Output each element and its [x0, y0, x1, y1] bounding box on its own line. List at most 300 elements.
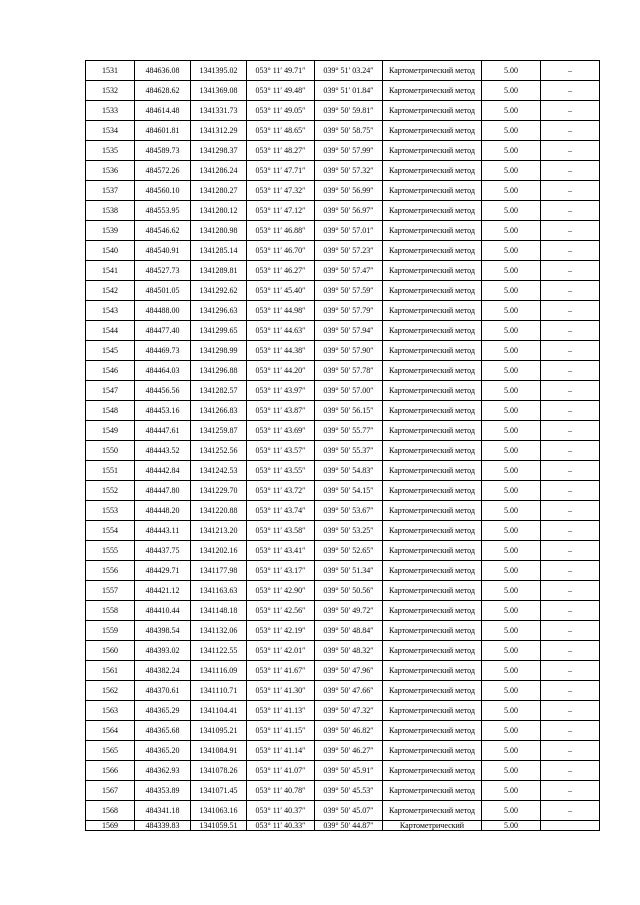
table-row	[86, 761, 600, 781]
note-cell: –	[541, 541, 600, 561]
point-number-cell: 1568	[86, 801, 135, 821]
y-coordinate-cell: 1341395.02	[191, 61, 247, 81]
method-cell: Картометрический метод	[383, 81, 482, 101]
method-cell: Картометрический метод	[383, 381, 482, 401]
method-cell: Картометрический метод	[383, 421, 482, 441]
point-number-cell: 1555	[86, 541, 135, 561]
y-coordinate-cell: 1341095.21	[191, 721, 247, 741]
point-number-cell: 1563	[86, 701, 135, 721]
longitude-cell: 039° 50′ 57.78″	[315, 361, 383, 381]
table-row	[86, 481, 600, 501]
accuracy-cell: 5.00	[482, 301, 541, 321]
longitude-cell: 039° 51′ 03.24″	[315, 61, 383, 81]
note-cell: –	[541, 461, 600, 481]
x-coordinate-cell: 484437.75	[135, 541, 191, 561]
note-cell: –	[541, 561, 600, 581]
note-cell: –	[541, 161, 600, 181]
accuracy-cell: 5.00	[482, 341, 541, 361]
accuracy-cell: 5.00	[482, 621, 541, 641]
x-coordinate-cell: 484365.20	[135, 741, 191, 761]
x-coordinate-cell: 484353.89	[135, 781, 191, 801]
point-number-cell: 1532	[86, 81, 135, 101]
point-number-cell: 1561	[86, 661, 135, 681]
latitude-cell: 053° 11′ 43.55″	[247, 461, 315, 481]
table-row	[86, 381, 600, 401]
table-body	[86, 61, 600, 831]
longitude-cell: 039° 50′ 57.23″	[315, 241, 383, 261]
longitude-cell: 039° 50′ 56.97″	[315, 201, 383, 221]
y-coordinate-cell: 1341229.70	[191, 481, 247, 501]
method-cell: Картометрический метод	[383, 181, 482, 201]
table-row	[86, 141, 600, 161]
accuracy-cell: 5.00	[482, 321, 541, 341]
table-row	[86, 321, 600, 341]
longitude-cell: 039° 50′ 57.99″	[315, 141, 383, 161]
latitude-cell: 053° 11′ 43.58″	[247, 521, 315, 541]
latitude-cell: 053° 11′ 49.05″	[247, 101, 315, 121]
longitude-cell: 039° 50′ 57.01″	[315, 221, 383, 241]
table-row	[86, 721, 600, 741]
y-coordinate-cell: 1341280.98	[191, 221, 247, 241]
table-row	[86, 361, 600, 381]
latitude-cell: 053° 11′ 43.87″	[247, 401, 315, 421]
x-coordinate-cell: 484553.95	[135, 201, 191, 221]
note-cell: –	[541, 401, 600, 421]
point-number-cell: 1540	[86, 241, 135, 261]
x-coordinate-cell: 484370.61	[135, 681, 191, 701]
latitude-cell: 053° 11′ 43.97″	[247, 381, 315, 401]
latitude-cell: 053° 11′ 49.71″	[247, 61, 315, 81]
point-number-cell: 1558	[86, 601, 135, 621]
x-coordinate-cell: 484443.52	[135, 441, 191, 461]
x-coordinate-cell: 484341.18	[135, 801, 191, 821]
longitude-cell: 039° 50′ 53.25″	[315, 521, 383, 541]
longitude-cell: 039° 50′ 49.72″	[315, 601, 383, 621]
accuracy-cell: 5.00	[482, 601, 541, 621]
x-coordinate-cell: 484421.12	[135, 581, 191, 601]
note-cell: –	[541, 781, 600, 801]
table-row	[86, 741, 600, 761]
longitude-cell: 039° 50′ 54.83″	[315, 461, 383, 481]
table-row	[86, 421, 600, 441]
method-cell: Картометрический метод	[383, 61, 482, 81]
point-number-cell: 1556	[86, 561, 135, 581]
table-row	[86, 781, 600, 801]
note-cell: –	[541, 81, 600, 101]
table-row	[86, 221, 600, 241]
table-row	[86, 181, 600, 201]
point-number-cell: 1559	[86, 621, 135, 641]
longitude-cell: 039° 50′ 55.37″	[315, 441, 383, 461]
latitude-cell: 053° 11′ 42.19″	[247, 621, 315, 641]
x-coordinate-cell: 484636.08	[135, 61, 191, 81]
y-coordinate-cell: 1341220.88	[191, 501, 247, 521]
x-coordinate-cell: 484393.02	[135, 641, 191, 661]
method-cell: Картометрический метод	[383, 461, 482, 481]
method-cell: Картометрический метод	[383, 801, 482, 821]
y-coordinate-cell: 1341285.14	[191, 241, 247, 261]
x-coordinate-cell: 484540.91	[135, 241, 191, 261]
method-cell: Картометрический метод	[383, 321, 482, 341]
y-coordinate-cell: 1341280.12	[191, 201, 247, 221]
note-cell: –	[541, 501, 600, 521]
y-coordinate-cell: 1341104.41	[191, 701, 247, 721]
y-coordinate-cell: 1341084.91	[191, 741, 247, 761]
latitude-cell: 053° 11′ 47.71″	[247, 161, 315, 181]
point-number-cell: 1539	[86, 221, 135, 241]
y-coordinate-cell: 1341282.57	[191, 381, 247, 401]
table-row	[86, 701, 600, 721]
x-coordinate-cell: 484410.44	[135, 601, 191, 621]
table-row	[86, 561, 600, 581]
longitude-cell: 039° 50′ 46.82″	[315, 721, 383, 741]
table-row	[86, 261, 600, 281]
latitude-cell: 053° 11′ 45.40″	[247, 281, 315, 301]
table-row	[86, 281, 600, 301]
y-coordinate-cell: 1341063.16	[191, 801, 247, 821]
note-cell: –	[541, 181, 600, 201]
longitude-cell: 039° 50′ 46.27″	[315, 741, 383, 761]
x-coordinate-cell: 484572.26	[135, 161, 191, 181]
note-cell: –	[541, 61, 600, 81]
point-number-cell: 1545	[86, 341, 135, 361]
latitude-cell: 053° 11′ 44.38″	[247, 341, 315, 361]
longitude-cell: 039° 50′ 57.32″	[315, 161, 383, 181]
method-cell: Картометрический метод	[383, 301, 482, 321]
table-row	[86, 81, 600, 101]
longitude-cell: 039° 50′ 58.75″	[315, 121, 383, 141]
latitude-cell: 053° 11′ 40.78″	[247, 781, 315, 801]
longitude-cell: 039° 50′ 57.79″	[315, 301, 383, 321]
point-number-cell: 1554	[86, 521, 135, 541]
x-coordinate-cell: 484488.00	[135, 301, 191, 321]
latitude-cell: 053° 11′ 44.98″	[247, 301, 315, 321]
accuracy-cell: 5.00	[482, 421, 541, 441]
x-coordinate-cell: 484382.24	[135, 661, 191, 681]
longitude-cell: 039° 50′ 47.96″	[315, 661, 383, 681]
note-cell: –	[541, 221, 600, 241]
latitude-cell: 053° 11′ 41.15″	[247, 721, 315, 741]
latitude-cell: 053° 11′ 43.72″	[247, 481, 315, 501]
latitude-cell: 053° 11′ 42.56″	[247, 601, 315, 621]
longitude-cell: 039° 50′ 47.66″	[315, 681, 383, 701]
method-cell: Картометрический метод	[383, 741, 482, 761]
note-cell: –	[541, 421, 600, 441]
y-coordinate-cell: 1341298.99	[191, 341, 247, 361]
y-coordinate-cell: 1341202.16	[191, 541, 247, 561]
latitude-cell: 053° 11′ 43.41″	[247, 541, 315, 561]
x-coordinate-cell: 484527.73	[135, 261, 191, 281]
x-coordinate-cell: 484365.29	[135, 701, 191, 721]
note-cell: –	[541, 641, 600, 661]
table-row	[86, 521, 600, 541]
note-cell: –	[541, 521, 600, 541]
table-row	[86, 441, 600, 461]
note-cell: –	[541, 321, 600, 341]
point-number-cell: 1551	[86, 461, 135, 481]
latitude-cell: 053° 11′ 43.17″	[247, 561, 315, 581]
y-coordinate-cell: 1341110.71	[191, 681, 247, 701]
latitude-cell: 053° 11′ 48.65″	[247, 121, 315, 141]
longitude-cell: 039° 50′ 56.15″	[315, 401, 383, 421]
accuracy-cell: 5.00	[482, 181, 541, 201]
table-row	[86, 661, 600, 681]
x-coordinate-cell: 484560.10	[135, 181, 191, 201]
y-coordinate-cell: 1341280.27	[191, 181, 247, 201]
latitude-cell: 053° 11′ 40.33″	[247, 821, 315, 831]
accuracy-cell: 5.00	[482, 781, 541, 801]
table-row	[86, 801, 600, 821]
longitude-cell: 039° 50′ 48.32″	[315, 641, 383, 661]
point-number-cell: 1565	[86, 741, 135, 761]
x-coordinate-cell: 484477.40	[135, 321, 191, 341]
accuracy-cell: 5.00	[482, 541, 541, 561]
longitude-cell: 039° 51′ 01.84″	[315, 81, 383, 101]
method-cell: Картометрический метод	[383, 761, 482, 781]
longitude-cell: 039° 50′ 45.07″	[315, 801, 383, 821]
method-cell: Картометрический метод	[383, 661, 482, 681]
accuracy-cell: 5.00	[482, 681, 541, 701]
accuracy-cell: 5.00	[482, 281, 541, 301]
x-coordinate-cell: 484546.62	[135, 221, 191, 241]
latitude-cell: 053° 11′ 44.63″	[247, 321, 315, 341]
longitude-cell: 039° 50′ 50.56″	[315, 581, 383, 601]
latitude-cell: 053° 11′ 49.48″	[247, 81, 315, 101]
note-cell: –	[541, 121, 600, 141]
latitude-cell: 053° 11′ 43.69″	[247, 421, 315, 441]
table-row	[86, 401, 600, 421]
note-cell: –	[541, 481, 600, 501]
note-cell: –	[541, 441, 600, 461]
point-number-cell: 1569	[86, 821, 135, 831]
accuracy-cell: 5.00	[482, 121, 541, 141]
note-cell: –	[541, 261, 600, 281]
table-row	[86, 201, 600, 221]
y-coordinate-cell: 1341078.26	[191, 761, 247, 781]
table-row	[86, 621, 600, 641]
x-coordinate-cell: 484469.73	[135, 341, 191, 361]
point-number-cell: 1538	[86, 201, 135, 221]
longitude-cell: 039° 50′ 48.84″	[315, 621, 383, 641]
method-cell: Картометрический метод	[383, 721, 482, 741]
accuracy-cell: 5.00	[482, 721, 541, 741]
y-coordinate-cell: 1341252.56	[191, 441, 247, 461]
note-cell: –	[541, 661, 600, 681]
point-number-cell: 1567	[86, 781, 135, 801]
point-number-cell: 1543	[86, 301, 135, 321]
point-number-cell: 1546	[86, 361, 135, 381]
latitude-cell: 053° 11′ 46.27″	[247, 261, 315, 281]
x-coordinate-cell: 484443.11	[135, 521, 191, 541]
latitude-cell: 053° 11′ 46.70″	[247, 241, 315, 261]
x-coordinate-cell: 484447.61	[135, 421, 191, 441]
y-coordinate-cell: 1341266.83	[191, 401, 247, 421]
note-cell: –	[541, 701, 600, 721]
accuracy-cell: 5.00	[482, 201, 541, 221]
note-cell: –	[541, 361, 600, 381]
longitude-cell: 039° 50′ 52.65″	[315, 541, 383, 561]
note-cell: –	[541, 101, 600, 121]
method-cell: Картометрический метод	[383, 441, 482, 461]
latitude-cell: 053° 11′ 41.67″	[247, 661, 315, 681]
method-cell: Картометрический метод	[383, 141, 482, 161]
longitude-cell: 039° 50′ 56.99″	[315, 181, 383, 201]
x-coordinate-cell: 484442.84	[135, 461, 191, 481]
longitude-cell: 039° 50′ 45.91″	[315, 761, 383, 781]
y-coordinate-cell: 1341292.62	[191, 281, 247, 301]
note-cell: –	[541, 601, 600, 621]
table-row	[86, 641, 600, 661]
accuracy-cell: 5.00	[482, 521, 541, 541]
y-coordinate-cell: 1341369.08	[191, 81, 247, 101]
x-coordinate-cell: 484628.62	[135, 81, 191, 101]
table-row	[86, 461, 600, 481]
table-row	[86, 61, 600, 81]
point-number-cell: 1552	[86, 481, 135, 501]
x-coordinate-cell: 484362.93	[135, 761, 191, 781]
y-coordinate-cell: 1341289.81	[191, 261, 247, 281]
accuracy-cell: 5.00	[482, 761, 541, 781]
coordinates-table	[85, 60, 600, 831]
table-row	[86, 581, 600, 601]
latitude-cell: 053° 11′ 41.30″	[247, 681, 315, 701]
table-row	[86, 601, 600, 621]
note-cell: –	[541, 241, 600, 261]
y-coordinate-cell: 1341213.20	[191, 521, 247, 541]
note-cell: –	[541, 281, 600, 301]
method-cell: Картометрический метод	[383, 701, 482, 721]
note-cell: –	[541, 801, 600, 821]
latitude-cell: 053° 11′ 44.20″	[247, 361, 315, 381]
point-number-cell: 1560	[86, 641, 135, 661]
longitude-cell: 039° 50′ 51.34″	[315, 561, 383, 581]
x-coordinate-cell: 484456.56	[135, 381, 191, 401]
latitude-cell: 053° 11′ 46.88″	[247, 221, 315, 241]
table-row	[86, 541, 600, 561]
point-number-cell: 1553	[86, 501, 135, 521]
y-coordinate-cell: 1341122.55	[191, 641, 247, 661]
y-coordinate-cell: 1341242.53	[191, 461, 247, 481]
latitude-cell: 053° 11′ 47.12″	[247, 201, 315, 221]
point-number-cell: 1562	[86, 681, 135, 701]
method-cell: Картометрический метод	[383, 641, 482, 661]
note-cell: –	[541, 301, 600, 321]
note-cell: –	[541, 761, 600, 781]
longitude-cell: 039° 50′ 59.81″	[315, 101, 383, 121]
longitude-cell: 039° 50′ 44.87″	[315, 821, 383, 831]
longitude-cell: 039° 50′ 57.94″	[315, 321, 383, 341]
latitude-cell: 053° 11′ 48.27″	[247, 141, 315, 161]
accuracy-cell: 5.00	[482, 101, 541, 121]
table-row	[86, 821, 600, 831]
y-coordinate-cell: 1341177.98	[191, 561, 247, 581]
accuracy-cell: 5.00	[482, 361, 541, 381]
method-cell: Картометрический метод	[383, 621, 482, 641]
accuracy-cell: 5.00	[482, 141, 541, 161]
method-cell: Картометрический метод	[383, 541, 482, 561]
y-coordinate-cell: 1341296.63	[191, 301, 247, 321]
note-cell: –	[541, 621, 600, 641]
table-row	[86, 501, 600, 521]
latitude-cell: 053° 11′ 41.07″	[247, 761, 315, 781]
x-coordinate-cell: 484429.71	[135, 561, 191, 581]
x-coordinate-cell: 484453.16	[135, 401, 191, 421]
note-cell: –	[541, 721, 600, 741]
point-number-cell: 1541	[86, 261, 135, 281]
point-number-cell: 1549	[86, 421, 135, 441]
note-cell: –	[541, 581, 600, 601]
note-cell: –	[541, 341, 600, 361]
latitude-cell: 053° 11′ 47.32″	[247, 181, 315, 201]
point-number-cell: 1566	[86, 761, 135, 781]
accuracy-cell: 5.00	[482, 381, 541, 401]
accuracy-cell: 5.00	[482, 581, 541, 601]
accuracy-cell: 5.00	[482, 801, 541, 821]
point-number-cell: 1548	[86, 401, 135, 421]
method-cell: Картометрический метод	[383, 601, 482, 621]
accuracy-cell: 5.00	[482, 661, 541, 681]
y-coordinate-cell: 1341163.63	[191, 581, 247, 601]
accuracy-cell: 5.00	[482, 241, 541, 261]
y-coordinate-cell: 1341312.29	[191, 121, 247, 141]
table-row	[86, 341, 600, 361]
accuracy-cell: 5.00	[482, 641, 541, 661]
accuracy-cell: 5.00	[482, 461, 541, 481]
table-row	[86, 121, 600, 141]
note-cell: –	[541, 741, 600, 761]
method-cell: Картометрический метод	[383, 161, 482, 181]
point-number-cell: 1531	[86, 61, 135, 81]
latitude-cell: 053° 11′ 43.57″	[247, 441, 315, 461]
latitude-cell: 053° 11′ 42.01″	[247, 641, 315, 661]
note-cell: –	[541, 201, 600, 221]
note-cell	[541, 821, 600, 831]
x-coordinate-cell: 484601.81	[135, 121, 191, 141]
longitude-cell: 039° 50′ 57.90″	[315, 341, 383, 361]
table-row	[86, 301, 600, 321]
accuracy-cell: 5.00	[482, 161, 541, 181]
longitude-cell: 039° 50′ 57.59″	[315, 281, 383, 301]
x-coordinate-cell: 484448.20	[135, 501, 191, 521]
table-row	[86, 241, 600, 261]
method-cell: Картометрический метод	[383, 561, 482, 581]
method-cell: Картометрический метод	[383, 521, 482, 541]
method-cell: Картометрический метод	[383, 781, 482, 801]
point-number-cell: 1547	[86, 381, 135, 401]
longitude-cell: 039° 50′ 45.53″	[315, 781, 383, 801]
method-cell: Картометрический метод	[383, 101, 482, 121]
x-coordinate-cell: 484339.83	[135, 821, 191, 831]
method-cell: Картометрический	[383, 821, 482, 831]
x-coordinate-cell: 484464.03	[135, 361, 191, 381]
point-number-cell: 1537	[86, 181, 135, 201]
x-coordinate-cell: 484614.48	[135, 101, 191, 121]
table-row	[86, 681, 600, 701]
y-coordinate-cell: 1341286.24	[191, 161, 247, 181]
accuracy-cell: 5.00	[482, 401, 541, 421]
accuracy-cell: 5.00	[482, 501, 541, 521]
x-coordinate-cell: 484398.54	[135, 621, 191, 641]
y-coordinate-cell: 1341132.06	[191, 621, 247, 641]
longitude-cell: 039° 50′ 54.15″	[315, 481, 383, 501]
latitude-cell: 053° 11′ 40.37″	[247, 801, 315, 821]
table-row	[86, 101, 600, 121]
point-number-cell: 1533	[86, 101, 135, 121]
accuracy-cell: 5.00	[482, 81, 541, 101]
accuracy-cell: 5.00	[482, 741, 541, 761]
note-cell: –	[541, 141, 600, 161]
y-coordinate-cell: 1341259.87	[191, 421, 247, 441]
